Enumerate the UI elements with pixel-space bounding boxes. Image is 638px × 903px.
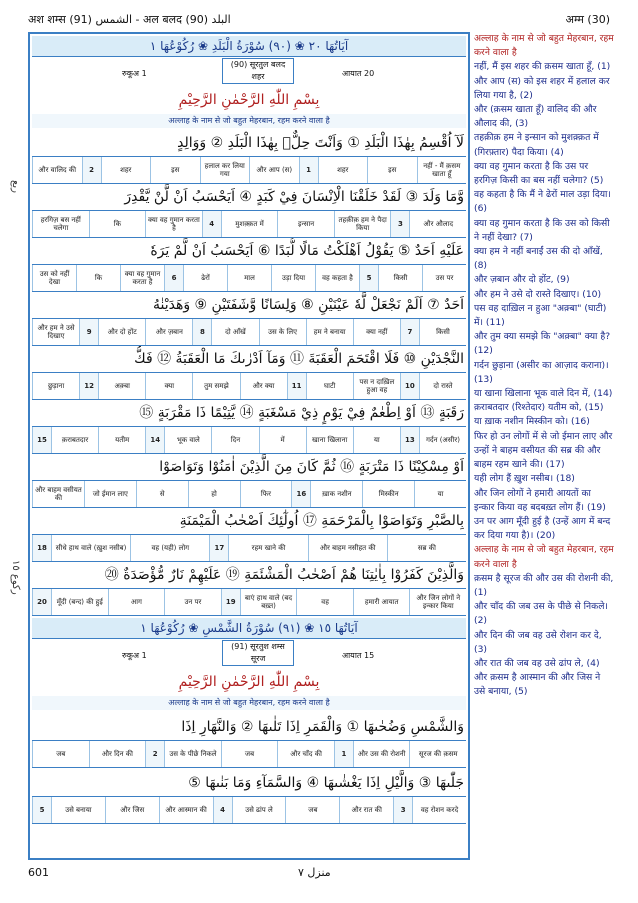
word-meaning-cell: इन्सान xyxy=(277,211,334,237)
word-meaning-cell: उस के लिए xyxy=(259,319,306,345)
ayah-number-cell: 3 xyxy=(393,797,412,823)
arabic-line: عَلَيْهِ اَحَدٌ ⑤ يَقُوْلُ اَهْلَكْتُ مَالًا لُّبَدًا ⑥ اَيَحْسَبُ اَنْ لَّمْ يَرَهٗ xyxy=(150,243,464,259)
word-meaning-cell: और औलाद xyxy=(409,211,466,237)
word-meaning-cell: ख़ाक नशीन xyxy=(310,481,362,507)
word-meaning-cell: क्या नहीं xyxy=(353,319,400,345)
word-meaning-cell: उस को नहीं देखा xyxy=(32,265,76,291)
ayah-number-cell: 5 xyxy=(359,265,378,291)
word-meaning-cell: मुशक़्क़त में xyxy=(221,211,278,237)
sidebar-verse-translation: या ख़ाक नशीन मिस्कीन को। (16) xyxy=(474,416,590,428)
word-meaning-cell: वह (यही) लोग xyxy=(130,535,209,561)
ayah-number-cell: 3 xyxy=(390,211,409,237)
word-by-word-row xyxy=(32,318,466,346)
page-header xyxy=(28,12,610,30)
word-meaning-cell: गर्दन (असीर) xyxy=(419,427,466,453)
word-meaning-cell: और क्या xyxy=(240,373,287,399)
word-meaning-cell: क़राबतदार xyxy=(51,427,98,453)
sidebar-verse-translation: और चाँद की जब उस के पीछे से निकले। (2) xyxy=(474,601,608,627)
word-by-word-row xyxy=(32,156,466,184)
ayah-number-cell: 1 xyxy=(334,741,353,767)
word-meaning-cell: उसे ढांप ले xyxy=(232,797,286,823)
header-surah-names: अश शम्स (91) الشمس - अल बलद (90) البلد xyxy=(28,13,231,26)
word-meaning-cell: शहर xyxy=(101,157,151,183)
word-meaning-cell: अक़्बा xyxy=(98,373,145,399)
arabic-line: وَّمَا وَلَدَ ③ لَقَدْ خَلَقْنَا الْاِنْسَانَ فِيْ كَبَدٍ ④ اَيَحْسَبُ اَنْ لَّنْ يَّقْدِرَ xyxy=(124,189,464,205)
word-by-word-row xyxy=(32,588,466,616)
word-meaning-cell: उस के पीछे निकले xyxy=(164,741,221,767)
arabic-line: وَالَّذِيْنَ كَفَرُوْا بِاٰيٰتِنَا هُمْ اَصْحٰبُ الْمَشْئَمَةِ ⑲ عَلَيْهِمْ نَارٌ مُّؤْصَدَةٌ ⑳ xyxy=(104,567,464,583)
ayah-number-cell: 17 xyxy=(209,535,228,561)
word-meaning-cell: घाटी xyxy=(306,373,353,399)
word-meaning-cell: आग xyxy=(108,589,165,615)
surah-meaning: सूरज xyxy=(250,654,266,663)
word-meaning-cell: और वालिद की xyxy=(32,157,82,183)
sidebar-verse-translation: क्या हम ने नहीं बनाईं उस की दो आँखें, (8) xyxy=(474,246,603,272)
word-meaning-cell: नहीं - मैं क़सम खाता हूँ xyxy=(417,157,467,183)
sidebar-verse-translation: और आप (स) को इस शहर में हलाल कर लिया गया है, (2) xyxy=(474,75,610,101)
sidebar-verse-translation: या खाना खिलाना भूक वाले दिन में, (14) xyxy=(474,388,613,400)
arabic-line: النَّجْدَيْنِ ⑩ فَلَا اقْتَحَمَ الْعَقَبَةَ ⑪ وَمَآ اَدْرٰىكَ مَا الْعَقَبَةُ ⑫ فَكُّ xyxy=(134,351,464,367)
arabic-line: بِالصَّبْرِ وَتَوَاصَوْا بِالْمَرْحَمَةِ ⑰ اُولٰٓئِكَ اَصْحٰبُ الْمَيْمَنَةِ xyxy=(179,513,464,529)
word-by-word-row xyxy=(32,534,466,562)
sidebar-verse-translation: और जिन लोगों ने हमारी आयतों का इन्कार किया वह बदबख़्त लोग हैं। (19) xyxy=(474,487,606,513)
word-meaning-cell: जब xyxy=(32,741,89,767)
sidebar-verse-translation: क़सम है सूरज की और उस की रोशनी की, (1) xyxy=(474,572,614,598)
sidebar-verse-translation: क़राबतदार (रिश्तेदार) यतीम को, (15) xyxy=(474,402,604,414)
word-meaning-cell: दिन xyxy=(211,427,258,453)
bismillah: بِسْمِ اللّٰهِ الرَّحْمٰنِ الرَّحِيْمِ xyxy=(178,92,320,108)
ayah-number-cell: 12 xyxy=(79,373,98,399)
sidebar-verse-translation: तहक़ीक़ हम ने इन्सान को मुशक़्क़त में (गिरफ़्तार) पैदा किया। (4) xyxy=(474,132,599,158)
ayah-number-cell: 10 xyxy=(400,373,419,399)
surah-name-text: (91) सूरतुश शम्स xyxy=(231,642,285,651)
word-by-word-row xyxy=(32,480,466,508)
word-by-word-row xyxy=(32,264,466,292)
sidebar-verse-translation: और ज़बान और दो होंट, (9) xyxy=(474,274,570,286)
word-by-word-row xyxy=(32,796,466,824)
surah-name xyxy=(222,58,294,84)
word-meaning-cell: हम ने बनाया xyxy=(306,319,353,345)
header-juz: अम्म (30) xyxy=(565,13,610,26)
ayah-number-cell: 4 xyxy=(202,211,221,237)
word-meaning-cell: या xyxy=(353,427,400,453)
word-meaning-cell: शहर xyxy=(318,157,368,183)
ayah-number-cell: 1 xyxy=(299,157,318,183)
ayah-number-cell: 9 xyxy=(79,319,98,345)
bismillah-translation: अल्लाह के नाम से जो बहुत मेहरबान, रहम करने वाला है xyxy=(32,696,466,710)
sidebar-verse-translation: और क़सम है आस्मान की और जिस ने उसे बनाया, (5) xyxy=(474,672,601,698)
word-meaning-cell: तुम समझे xyxy=(192,373,239,399)
ayah-number-cell: 20 xyxy=(32,589,51,615)
word-meaning-cell: उस पर xyxy=(422,265,466,291)
word-meaning-cell: कि xyxy=(76,265,120,291)
sidebar-verse-translation: और रात की जब वह उसे ढांप ले, (4) xyxy=(474,657,600,669)
word-meaning-cell: दो आँखें xyxy=(211,319,258,345)
word-meaning-cell: और जिस xyxy=(105,797,159,823)
word-meaning-cell: किसी xyxy=(378,265,422,291)
sidebar-verse-translation: उन पर आग मूँदी हुई है (उन्हें आग में बन्द कर दिया गया है)। (20) xyxy=(474,515,611,542)
word-meaning-cell: सीधे हाथ वाले (ख़ुश नसीब) xyxy=(51,535,130,561)
sidebar-verse-translation: पस वह दाख़िल न हुआ "अक़्बा" (घाटी) में। (11) xyxy=(474,302,607,329)
surah-name xyxy=(222,640,294,666)
ayah-number-cell: 16 xyxy=(291,481,310,507)
bismillah-translation: अल्लाह के नाम से जो बहुत मेहरबान, रहम करने वाला है xyxy=(32,114,466,128)
sidebar-verse-translation: क्या वह गुमान करता है कि उस को किसी ने नहीं देखा? (7) xyxy=(474,217,610,243)
ruku-count: रुकूअ 1 xyxy=(122,651,147,660)
arabic-line: لَآ اُقْسِمُ بِهٰذَا الْبَلَدِ ① وَاَنْتَ حِلٌّۢ بِهٰذَا الْبَلَدِ ② وَوَالِدٍ xyxy=(177,135,464,151)
word-meaning-cell: ढेरों xyxy=(183,265,227,291)
word-meaning-cell: वह xyxy=(296,589,353,615)
margin-mark-top: ربع xyxy=(10,180,21,193)
word-meaning-cell: क्या xyxy=(145,373,192,399)
surah-info-al-balad xyxy=(32,58,466,86)
sidebar-verse-translation: यही लोग हैं ख़ुश नसीब। (18) xyxy=(474,473,575,485)
arabic-line: وَالشَّمْسِ وَضُحٰىهَا ① وَالْقَمَرِ اِذَا تَلٰىهَا ② وَالنَّهَارِ اِذَا xyxy=(181,719,464,735)
word-meaning-cell: भूक वाले xyxy=(164,427,211,453)
word-meaning-cell: जब xyxy=(285,797,339,823)
word-meaning-cell: छुड़ाना xyxy=(32,373,79,399)
ayat-count: आयात 20 xyxy=(342,69,375,78)
sidebar-verse-translation: क्या वह गुमान करता है कि उस पर हरगिज़ किसी का बस नहीं चलेगा? (5) xyxy=(474,160,604,187)
margin-mark-ruku: ركوع ١٥ xyxy=(10,560,21,595)
word-meaning-cell: और चाँद की xyxy=(277,741,334,767)
word-meaning-cell: में xyxy=(259,427,306,453)
word-meaning-cell: मूँदी (बन्द) की हुई xyxy=(51,589,108,615)
translation-sidebar xyxy=(474,32,614,700)
ayat-count: आयात 15 xyxy=(342,651,375,660)
ayah-number-cell: 2 xyxy=(82,157,101,183)
arabic-line: اَحَدٌ ⑦ اَلَمْ نَجْعَلْ لَّهٗ عَيْنَيْنِ ⑧ وَلِسَانًا وَّشَفَتَيْنِ ⑨ وَهَدَيْنٰهُ xyxy=(152,297,464,313)
sidebar-verse-translation: गर्दन छुड़ाना (असीर का आज़ाद कराना)। (13) xyxy=(474,359,609,385)
word-meaning-cell: और आप (स) xyxy=(249,157,299,183)
word-meaning-cell: बाएं हाथ वाले (बद बख़्त) xyxy=(240,589,297,615)
page-number: 601 xyxy=(28,866,49,879)
ayah-number-cell: 15 xyxy=(32,427,51,453)
word-by-word-row xyxy=(32,210,466,238)
ayah-number-cell: 7 xyxy=(400,319,419,345)
word-meaning-cell: और रात की xyxy=(339,797,393,823)
word-meaning-cell: उड़ा दिया xyxy=(271,265,315,291)
bismillah: بِسْمِ اللّٰهِ الرَّحْمٰنِ الرَّحِيْمِ xyxy=(178,674,320,690)
word-meaning-cell: मिस्कीन xyxy=(362,481,414,507)
word-meaning-cell: और आस्मान की xyxy=(159,797,213,823)
word-by-word-row xyxy=(32,372,466,400)
word-meaning-cell: सब्र की xyxy=(387,535,466,561)
ayah-number-cell: 6 xyxy=(164,265,183,291)
sidebar-invocation: अल्लाह के नाम से जो बहुत मेहरबान, रहम करने वाला है xyxy=(474,544,614,570)
word-meaning-cell: जब xyxy=(221,741,278,767)
word-by-word-row xyxy=(32,740,466,768)
word-meaning-cell: और दो होंट xyxy=(98,319,145,345)
word-meaning-cell: और ज़बान xyxy=(145,319,192,345)
word-meaning-cell: और बाहम वसीयत की xyxy=(32,481,84,507)
word-meaning-cell: किसी xyxy=(419,319,466,345)
ayah-number-cell: 18 xyxy=(32,535,51,561)
word-meaning-cell: कि xyxy=(89,211,146,237)
word-meaning-cell: हो xyxy=(188,481,240,507)
sidebar-verse-translation: नहीं, मैं इस शहर की क़सम खाता हूँ, (1) xyxy=(474,61,611,73)
sidebar-verse-translation: वह कहता है कि मैं ने ढेरों माल उड़ा दिया। (6) xyxy=(474,189,611,215)
ayah-number-cell: 13 xyxy=(400,427,419,453)
word-meaning-cell: क्या वह गुमान करता है xyxy=(145,211,202,237)
word-meaning-cell: इस xyxy=(150,157,200,183)
word-meaning-cell: रहम खाने की xyxy=(228,535,307,561)
word-meaning-cell: क्या वह गुमान करता है xyxy=(120,265,164,291)
sidebar-verse-translation: और दिन की जब वह उसे रोशन कर दे, (3) xyxy=(474,629,602,655)
word-meaning-cell: पस न दाख़िल हुआ वह xyxy=(353,373,400,399)
word-meaning-cell: फिर xyxy=(240,481,292,507)
ayah-number-cell: 14 xyxy=(145,427,164,453)
surah-meaning: शहर xyxy=(251,72,265,81)
word-meaning-cell: तहक़ीक़ हम ने पैदा किया xyxy=(334,211,391,237)
ayah-number-cell: 11 xyxy=(287,373,306,399)
quran-text-frame xyxy=(28,32,470,860)
word-meaning-cell: या xyxy=(414,481,466,507)
word-meaning-cell: खाना खिलाना xyxy=(306,427,353,453)
sidebar-verse-translation: और हम ने उसे दो रास्ते दिखाए। (10) xyxy=(474,288,602,300)
word-meaning-cell: हमारी आयात xyxy=(353,589,410,615)
ayah-number-cell: 2 xyxy=(145,741,164,767)
ayah-number-cell: 5 xyxy=(32,797,51,823)
surah-banner-ash-shams: آيَاتُهَا ١٥ ❀ (٩١) سُوْرَةُ الشَّمْسِ ❀ رُكُوْعُهَا ١ xyxy=(32,618,466,639)
word-meaning-cell: जो ईमान लाए xyxy=(84,481,136,507)
word-meaning-cell: और हम ने उसे दिखाए xyxy=(32,319,79,345)
word-meaning-cell: उसे बनाया xyxy=(51,797,105,823)
ayah-number-cell: 19 xyxy=(221,589,240,615)
surah-banner-al-balad: آيَاتُهَا ٢٠ ❀ (٩٠) سُوْرَةُ الْبَلَدِ ❀ رُكُوْعُهَا ١ xyxy=(32,36,466,57)
word-meaning-cell: और जिन लोगों ने इन्कार किया xyxy=(409,589,466,615)
word-meaning-cell: और बाहम नसीहत की xyxy=(308,535,387,561)
ruku-count: रुकूअ 1 xyxy=(122,69,147,78)
word-meaning-cell: और दिन की xyxy=(89,741,146,767)
ayah-number-cell: 8 xyxy=(192,319,211,345)
word-meaning-cell: सूरज की क़सम xyxy=(409,741,466,767)
word-meaning-cell: वह रोशन करदे xyxy=(412,797,466,823)
arabic-line: رَقَبَةٍ ⑬ اَوْ اِطْعٰمٌ فِيْ يَوْمٍ ذِيْ مَسْغَبَةٍ ⑭ يَّتِيْمًا ذَا مَقْرَبَةٍ ⑮ xyxy=(139,405,464,421)
word-meaning-cell: हरगिज़ बस नहीं चलेगा xyxy=(32,211,89,237)
ayah-number-cell: 4 xyxy=(213,797,232,823)
word-meaning-cell: हलाल कर लिया गया xyxy=(200,157,250,183)
word-meaning-cell: इस xyxy=(367,157,417,183)
sidebar-verse-translation: और (क़सम खाता हूँ) वालिद की और औलाद की, (3) xyxy=(474,104,597,130)
word-meaning-cell: उन पर xyxy=(164,589,221,615)
sidebar-verse-translation: फिर हो उन लोगों में से जो ईमान लाए और उन्हों ने बाहम वसीयत की सब्र की और बाहम रहम खाने की। (17) xyxy=(474,430,613,471)
word-meaning-cell: यतीम xyxy=(98,427,145,453)
word-meaning-cell: और उस की रोशनी xyxy=(353,741,410,767)
sidebar-verse-translation: और तुम क्या समझे कि "अक़्बा" क्या है? (12) xyxy=(474,331,611,357)
arabic-line: جَلّٰىهَا ③ وَالَّيْلِ اِذَا يَغْشٰىهَا ④ وَالسَّمَآءِ وَمَا بَنٰىهَا ⑤ xyxy=(188,775,464,791)
word-meaning-cell: वह कहता है xyxy=(315,265,359,291)
word-meaning-cell: से xyxy=(136,481,188,507)
surah-info-ash-shams xyxy=(32,640,466,668)
word-by-word-row xyxy=(32,426,466,454)
surah-name-text: (90) सूरतुल बलद xyxy=(230,60,286,69)
manzil-label: منزل ٧ xyxy=(298,866,331,879)
arabic-line: اَوْ مِسْكِيْنًا ذَا مَتْرَبَةٍ ⑯ ثُمَّ كَانَ مِنَ الَّذِيْنَ اٰمَنُوْا وَتَوَاصَوْا xyxy=(159,459,464,475)
sidebar-invocation: अल्लाह के नाम से जो बहुत मेहरबान, रहम करने वाला है xyxy=(474,33,614,59)
word-meaning-cell: माल xyxy=(227,265,271,291)
word-meaning-cell: दो रास्ते xyxy=(419,373,466,399)
